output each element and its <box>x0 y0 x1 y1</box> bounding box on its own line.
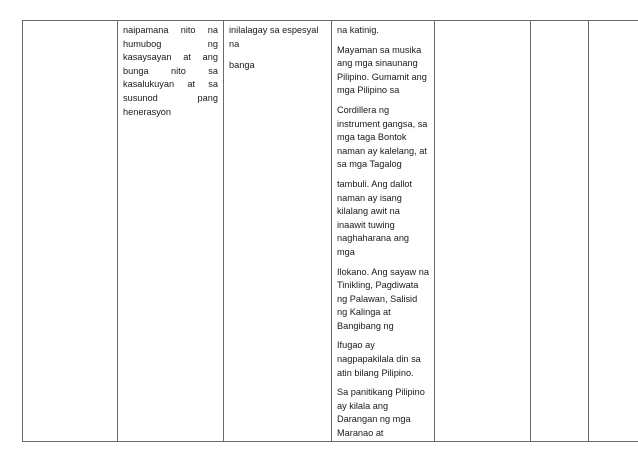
culture-paragraph: Mayaman sa musika ang mga sinaunang Pilipino. Gumamit ang mga Pilipino sa <box>337 44 427 96</box>
lesson-table <box>22 20 638 442</box>
legacy-text: naipamana nito na humubog ng kasaysayan at ang bunga nito sa kasalukuyan at sa susunod pang henerasyon <box>123 25 218 117</box>
culture-paragraph: Ifugao ay nagpapakilala din sa atin bilang Pilipino. <box>337 340 421 378</box>
culture-paragraph: Sa panitikang Pilipino ay kilala ang Darangan ng mga Maranao at <box>337 387 425 439</box>
culture-paragraph: tambuli. Ang dallot naman ay isang kilalang awit na inaawit tuwing naghaharana ang mga <box>337 178 413 257</box>
culture-paragraph: Ilokano. Ang sayaw na Tinikling, Pagdiwata ng Palawan, Salisid ng Kalinga at Bangibang ng <box>337 266 429 331</box>
table-cell-empty-6 <box>531 21 589 442</box>
table-cell-culture <box>332 21 435 442</box>
table-cell-empty-1 <box>23 21 118 442</box>
culture-paragraph: na katinig. <box>337 25 379 35</box>
table-cell-empty-5 <box>435 21 531 442</box>
culture-paragraph: Cordillera ng instrument gangsa, sa mga taga Bontok naman ay kalelang, at sa mga Tagalog <box>337 104 428 170</box>
burial-line-1: inilalagay sa espesyal na <box>229 25 319 49</box>
table-cell-legacy <box>118 21 224 442</box>
table-row <box>23 21 638 442</box>
burial-line-2: banga <box>229 60 255 71</box>
table-cell-empty-7 <box>589 21 638 442</box>
table-cell-burial <box>224 21 332 442</box>
